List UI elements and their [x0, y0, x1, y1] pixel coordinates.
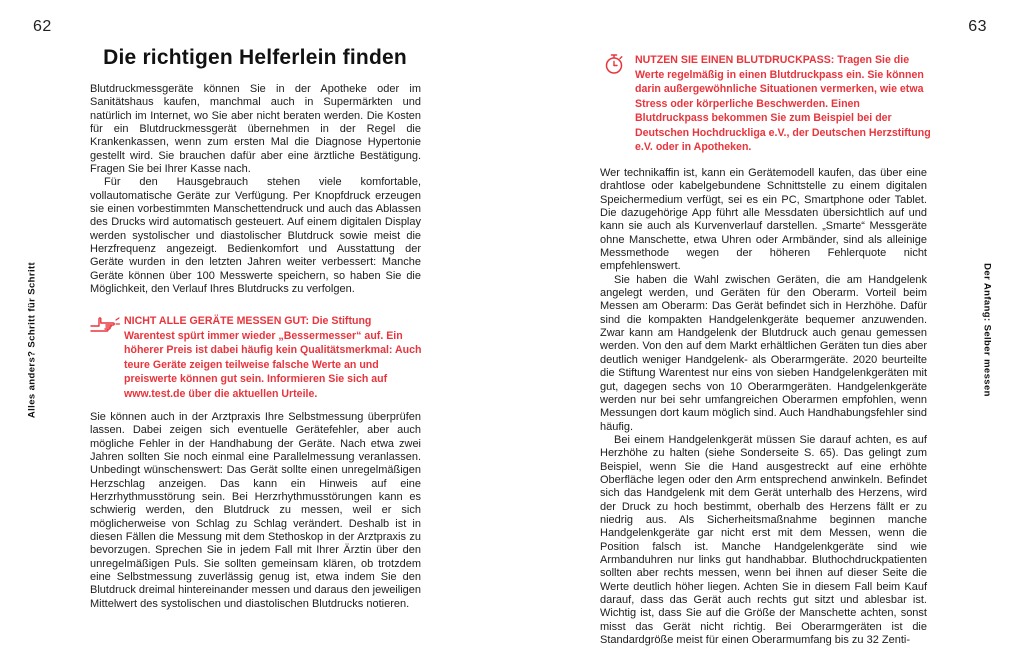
paragraph: Wer technikaffin ist, kann ein Gerätemodell kaufen, das über eine drahtlose oder kabelgebundene Schnittstelle zu einem digitalen Speichermedium verfügt, sei es ein PC, Smartphone oder Tablet. Die dazugehörige App führt alle Messdaten übersichtlich auf und kann sie auch als Kurvenverlauf darstellen. „Smarte“ Messgeräte ohne Manschette, etwa Uhren oder Armbänder, sind als alleinige Messmethode wegen der höheren Fehlerquote nicht empfehlenswert.	[600, 167, 927, 273]
tip-callout-text: NUTZEN SIE EINEN BLUTDRUCKPASS: Tragen Sie die Werte regelmäßig in einen Blutdruckpass ein. Sie können darin außergewöhnliche Situationen vermerken, wie etwa Stress oder körperliche Beschwerden. Einen Blutdruckpass bekommen Sie zum Beispiel bei der Deutschen Hochdruckliga e.V., der Deutschen Herzstiftung e.V. oder in Apotheken.	[635, 54, 931, 153]
tip-callout	[90, 314, 425, 404]
body-text-bottom	[90, 411, 421, 611]
paragraph: Bei einem Handgelenkgerät müssen Sie darauf achten, es auf Herzhöhe zu halten (siehe Sonderseite S. 65). Das gelingt zum Beispiel, wenn Sie die Hand ausgestreckt auf eine erhöhte Oberfläche legen oder den Arm entsprechend anwinkeln. Befindet sich das Handgelenk mit dem Gerät unterhalb des Herzens, wird der Druck zu hoch bestimmt, oberhalb des Herzens fällt er zu niedrig aus. Als Sicherheitsmaßnahme beginnen manche Handgelenkgeräte gar nicht erst mit dem Messen, wenn die Position falsch ist. Manche Handgelenkgeräte sind wie Armbanduhren nur links gut handhabbar. Bluthochdruckpatienten sollten aber rechts messen, wenn bei ihnen auf dieser Seite die Werte deutlich höher liegen. Achten Sie in diesem Fall beim Kauf darauf, dass das Gerät auch rechts gut sitzt und ablesbar ist. Wichtig ist, dass Sie auf die Größe der Manschette achten, sonst misst das Gerät nicht richtig. Bei Oberarmgeräten ist die Standardgröße meist für einen Oberarmumfang bis zu 32 Zenti-	[600, 433, 927, 647]
paragraph: Sie können auch in der Arztpraxis Ihre Selbstmessung überprüfen lassen. Dabei zeigen sich eventuelle Gerätefehler, aber auch mögliche Fehler in der Handhabung der Geräte. Nach etwa zwei Jahren sollten Sie noch einmal eine Parallelmessung veranlassen. Unbedingt wünschenswert: Das Gerät sollte einen unregelmäßigen Herzschlag anzeigen. Das kann ein Hinweis auf eine Herzrhythmusstörung sein. Bei Herzrhythmusstörungen kann es schwierig werden, den Blutdruck zu messen, weil er sich möglicherweise von Schlag zu Schlag verändert. Deshalb ist in diesen Fällen die Messung mit dem Stethoskop in der Arztpraxis zu bevorzugen. Sprechen Sie in jedem Fall mit Ihrer Ärztin über den unregelmäßigen Puls. Sie sollten gemeinsam klären, ob trotzdem eine Selbstmessung zuverlässig genug ist, etwa indem Sie den Blutdruck dreimal hintereinander messen und daraus den jeweiligen Mittelwert des systolischen und diastolischen Blutdrucks notieren.	[90, 411, 421, 610]
chapter-side-label: Alles anders? Schritt für Schritt	[26, 261, 38, 419]
paragraph: Blutdruckmessgeräte können Sie in der Apotheke oder im Sanitätshaus kaufen, manchmal auch in Supermärkten und natürlich im Internet, wo Sie aber nicht beraten werden. Die Kosten für ein Blutdruckmessgerät übernehmen in der Regel die Krankenkassen, wenn zum ersten Mal die Diagnose Hypertonie gestellt wird. Sie brauchen dafür aber eine ärztliche Bestätigung. Fragen Sie bei Ihrer Kasse nach.	[90, 83, 421, 176]
paragraph: Für den Hausgebrauch stehen viele komfortable, vollautomatische Geräte zur Verfügung. Per Knopfdruck erzeugen sie einen vorbestimmten Manschettendruck und auch das Ablassen des Drucks wird automatisch gesteuert. Auf einem digitalen Display werden systolischer und diastolischer Blutdruck sowie meist die Herzfrequenz angezeigt. Bedienkomfort und Ausstattung der Geräte wurden in den letzten Jahren weiter verbessert: Manche Geräte können über 100 Messwerte speichern, so haben Sie die Möglichkeit, den Verlauf Ihres Blutdrucks zu verfolgen.	[90, 176, 421, 296]
body-text-top	[90, 83, 421, 297]
page-number: 63	[968, 18, 987, 35]
paragraph: Sie haben die Wahl zwischen Geräten, die am Handgelenk angelegt werden, und Geräten für den Oberarm. Vorteil beim Messen am Oberarm: Das Gerät befindet sich in Herzhöhe. Dafür sind die kompakten Handgelenkgeräte bequemer anzuwenden. Zwar kann am Handgelenk der Blutdruck auch genau gemessen werden. Von den auf dem Markt erhältlichen Geräten tun dies aber deutlich weniger Handgelenk- als Oberarmgeräte. 2020 beurteilte die Stiftung Warentest nur eins von sieben Handgelenkgeräten mit gut, dagegen sechs von 10 Oberarmgeräten. Handgelenkgeräte werden nur bei sehr umfangreichen Oberarmen empfohlen, wenn Messungen dort kaum möglich sind. Auch Handhabungsfehler sind häufig.	[600, 273, 927, 433]
body-text	[600, 167, 927, 647]
pointing-hand-icon	[90, 314, 120, 334]
tip-callout-text: NICHT ALLE GERÄTE MESSEN GUT: Die Stiftung Warentest spürt immer wieder „Bessermesser“ auf. Ein höherer Preis ist dabei häufig kein Qualitätsmerkmal: Auch teure Geräte zeigen teilweise falsche Werte an und preiswerte können gut sein. Informieren Sie sich auf www.test.de über die aktuellen Urteile.	[124, 315, 422, 400]
page-number: 62	[33, 18, 52, 35]
chapter-side-label: Der Anfang: Selber messen	[981, 263, 993, 397]
stopwatch-icon	[603, 53, 625, 75]
tip-callout	[603, 53, 933, 153]
section-title: Die richtigen Helferlein finden	[103, 46, 407, 69]
